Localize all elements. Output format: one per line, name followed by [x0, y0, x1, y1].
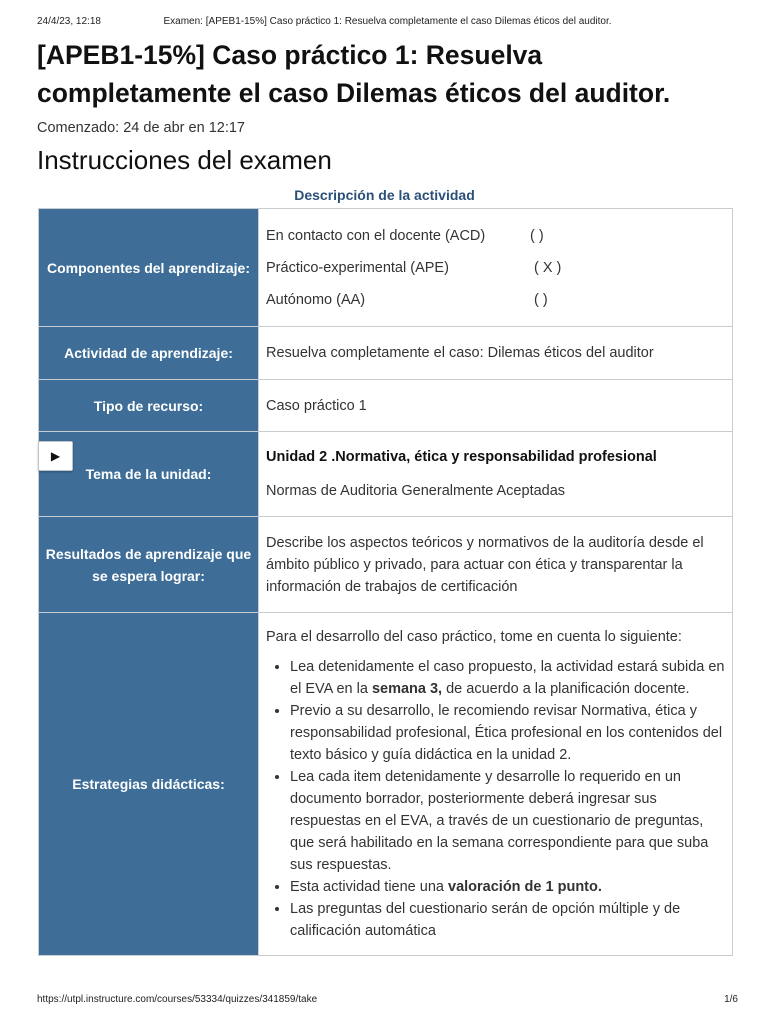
- list-item: • Las preguntas del cuestionario serán de opción múltiple y de calificación automática: [290, 898, 725, 942]
- unit-title: Unidad 2 .Normativa, ética y responsabilidad profesional: [266, 449, 657, 465]
- section-title: Instrucciones del examen: [37, 145, 332, 175]
- option-mark: ( X ): [534, 259, 562, 276]
- activity-label: Actividad de aprendizaje:: [39, 327, 259, 380]
- play-button[interactable]: [38, 441, 73, 471]
- strategies-list: [266, 656, 725, 942]
- option-mark: ( ): [530, 227, 544, 244]
- print-footer: [37, 994, 738, 1005]
- print-header: [37, 16, 738, 30]
- option-text: En contacto con el docente (ACD): [266, 227, 486, 244]
- strategies-label: Estrategias didácticas:: [39, 613, 259, 956]
- play-icon: ▶: [50, 449, 61, 463]
- table-row: [39, 517, 733, 613]
- components-label: Componentes del aprendizaje:: [39, 209, 259, 327]
- list-item: [266, 257, 725, 279]
- print-page-number: 1/6: [724, 994, 738, 1005]
- unit-topic-label: Tema de la unidad:: [39, 432, 259, 517]
- list-item: [290, 656, 725, 700]
- page-title: [APEB1-15%] Caso práctico 1: Resuelva completamente el caso Dilemas éticos del auditor.: [37, 40, 671, 108]
- bullet-bold: semana 3,: [371, 681, 443, 697]
- learning-outcomes-label: Resultados de aprendizaje que se espera lograr:: [39, 517, 259, 613]
- table-row: [39, 380, 733, 432]
- learning-outcomes-value: Describe los aspectos teóricos y normativos de la auditoría desde el ámbito público y privado, para actuar con ética y transparentar la información de trabajos de certificación: [259, 517, 733, 613]
- option-text: Práctico-experimental (APE): [266, 259, 449, 276]
- table-row: [39, 327, 733, 380]
- print-url: https://utpl.instructure.com/courses/53334/quizzes/341859/take: [37, 994, 318, 1005]
- table-row: [39, 432, 733, 517]
- strategies-value: [259, 613, 733, 956]
- list-item: [266, 289, 725, 311]
- list-item: • Previo a su desarrollo, le recomiendo revisar Normativa, ética y responsabilidad profesional, Ética profesional en los contenidos del texto básico y guía didáctica en la unidad 2.: [290, 700, 725, 766]
- list-item: [266, 225, 725, 247]
- option-text: Autónomo (AA): [266, 291, 366, 308]
- option-mark: ( ): [534, 291, 548, 308]
- activity-value: Resuelva completamente el caso: Dilemas éticos del auditor: [259, 327, 733, 380]
- unit-subtopic: Normas de Auditoria Generalmente Aceptadas: [266, 483, 566, 499]
- print-title: Examen: [APEB1-15%] Caso práctico 1: Resuelva completamente el caso Dilemas éticos del auditor.: [163, 16, 612, 27]
- resource-type-value: Caso práctico 1: [259, 380, 733, 432]
- bullet-text: Esta actividad tiene una: [290, 879, 448, 895]
- print-date: 24/4/23, 12:18: [37, 16, 101, 27]
- unit-topic-value: [259, 432, 733, 517]
- started-timestamp: Comenzado: 24 de abr en 12:17: [37, 120, 245, 136]
- bullet-bold: valoración de 1 punto.: [448, 879, 602, 895]
- strategies-intro: Para el desarrollo del caso práctico, tome en cuenta lo siguiente:: [266, 629, 682, 645]
- bullet-text: de acuerdo a la planificación docente.: [442, 681, 690, 697]
- table-caption: Descripción de la actividad: [294, 187, 475, 203]
- table-row: [39, 613, 733, 956]
- components-value: [259, 209, 733, 327]
- bullet-text: Lea detenidamente el caso propuesto, la actividad estará subida en el EVA en la: [290, 659, 725, 697]
- list-item: • Lea cada item detenidamente y desarrolle lo requerido en un documento borrador, posteriormente deberá ingresar sus respuestas en el EVA, a través de un cuestionario de preguntas, que será habilitado en la semana correspondiente para que suba sus respuestas.: [290, 766, 725, 876]
- activity-table: [38, 208, 733, 956]
- resource-type-label: Tipo de recurso:: [39, 380, 259, 432]
- list-item: [290, 876, 725, 898]
- table-row: [39, 209, 733, 327]
